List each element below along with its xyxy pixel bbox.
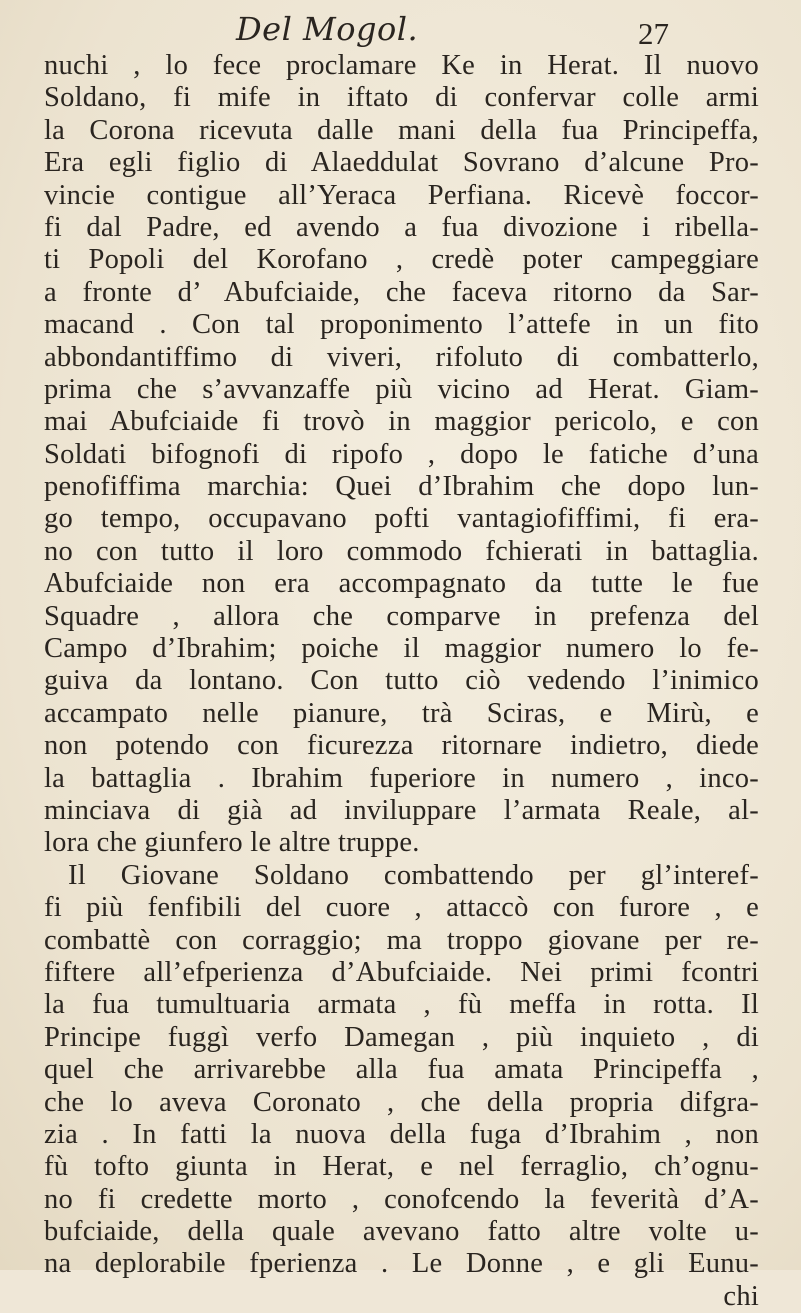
page-number: 27	[638, 16, 669, 51]
text-line: penofiffima marchia: Quei d’Ibrahim che dopo lun-	[44, 471, 759, 503]
text-line: no fi credette morto , conofcendo la feverità d’A-	[44, 1183, 759, 1215]
text-line: Soldati bifognofi di ripofo , dopo le fatiche d’una	[44, 438, 759, 470]
text-line: Soldano, fi mife in iftato di confervar colle armi	[44, 82, 759, 114]
text-line: a fronte d’ Abufciaide, che faceva ritorno da Sar-	[44, 276, 759, 308]
text-line: fi più fenfibili del cuore , attaccò con furore , e	[44, 892, 759, 924]
text-line: prima che s’avvanzaffe più vicino ad Herat. Giam-	[44, 373, 759, 405]
text-line: la fua tumultuaria armata , fù meffa in rotta. Il	[44, 989, 759, 1021]
text-line: fù tofto giunta in Herat, e nel ferraglio, ch’ognu-	[44, 1151, 759, 1183]
text-line: Era egli figlio di Alaeddulat Sovrano d’alcune Pro-	[44, 147, 759, 179]
text-line: che lo aveva Coronato , che della propria difgra-	[44, 1086, 759, 1118]
text-line: no con tutto il loro commodo fchierati in battaglia.	[44, 535, 759, 567]
text-line: combattè con corraggio; ma troppo giovane per re-	[44, 924, 759, 956]
body-text	[44, 50, 759, 1313]
text-line: la Corona ricevuta dalle mani della fua Principeffa,	[44, 114, 759, 146]
text-line: abbondantiffimo di viveri, rifoluto di combatterlo,	[44, 341, 759, 373]
text-line: quel che arrivarebbe alla fua amata Principeffa ,	[44, 1054, 759, 1086]
text-line: zia . In fatti la nuova della fuga d’Ibrahim , non	[44, 1118, 759, 1150]
text-line: nuchi , lo fece proclamare Ke in Herat. Il nuovo	[44, 50, 759, 81]
text-line: ti Popoli del Korofano , credè poter campeggiare	[44, 244, 759, 276]
text-line: guiva da lontano. Con tutto ciò vedendo l’inimico	[44, 665, 759, 697]
running-title: Del Mogol.	[236, 10, 419, 48]
text-line: Abufciaide non era accompagnato da tutte le fue	[44, 568, 759, 600]
text-line: na deplorabile fperienza . Le Donne , e gli Eunu-	[44, 1248, 759, 1280]
text-line: accampato nelle pianure, trà Sciras, e Mirù, e	[44, 697, 759, 729]
text-line: Principe fuggì verfo Damegan , più inquieto , di	[44, 1021, 759, 1053]
text-line: fi dal Padre, ed avendo a fua divozione i ribella-	[44, 211, 759, 243]
text-line: fiftere all’efperienza d’Abufciaide. Nei primi fcontri	[44, 956, 759, 988]
text-line: non potendo con ficurezza ritornare indietro, diede	[44, 730, 759, 762]
text-line: minciava di già ad inviluppare l’armata Reale, al-	[44, 794, 759, 826]
text-line: macand . Con tal proponimento l’attefe in un fito	[44, 309, 759, 341]
paragraph-end-line: lora che giunfero le altre truppe.	[44, 827, 420, 859]
text-line: Campo d’Ibrahim; poiche il maggior numero lo fe-	[44, 633, 759, 665]
running-head	[0, 10, 801, 50]
text-line: bufciaide, della quale avevano fatto altre volte u-	[44, 1216, 759, 1248]
paragraph-start-line: Il Giovane Soldano combattendo per gl’interef-	[68, 859, 759, 891]
text-line: Squadre , allora che comparve in prefenza del	[44, 600, 759, 632]
text-line: mai Abufciaide fi trovò in maggior pericolo, e con	[44, 406, 759, 438]
text-line: go tempo, occupavano pofti vantagiofiffimi, fi era-	[44, 503, 759, 535]
text-line: vincie contigue all’Yeraca Perfiana. Ricevè foccor-	[44, 179, 759, 211]
catchword: chi	[723, 1280, 759, 1312]
text-line: la battaglia . Ibrahim fuperiore in numero , inco-	[44, 762, 759, 794]
